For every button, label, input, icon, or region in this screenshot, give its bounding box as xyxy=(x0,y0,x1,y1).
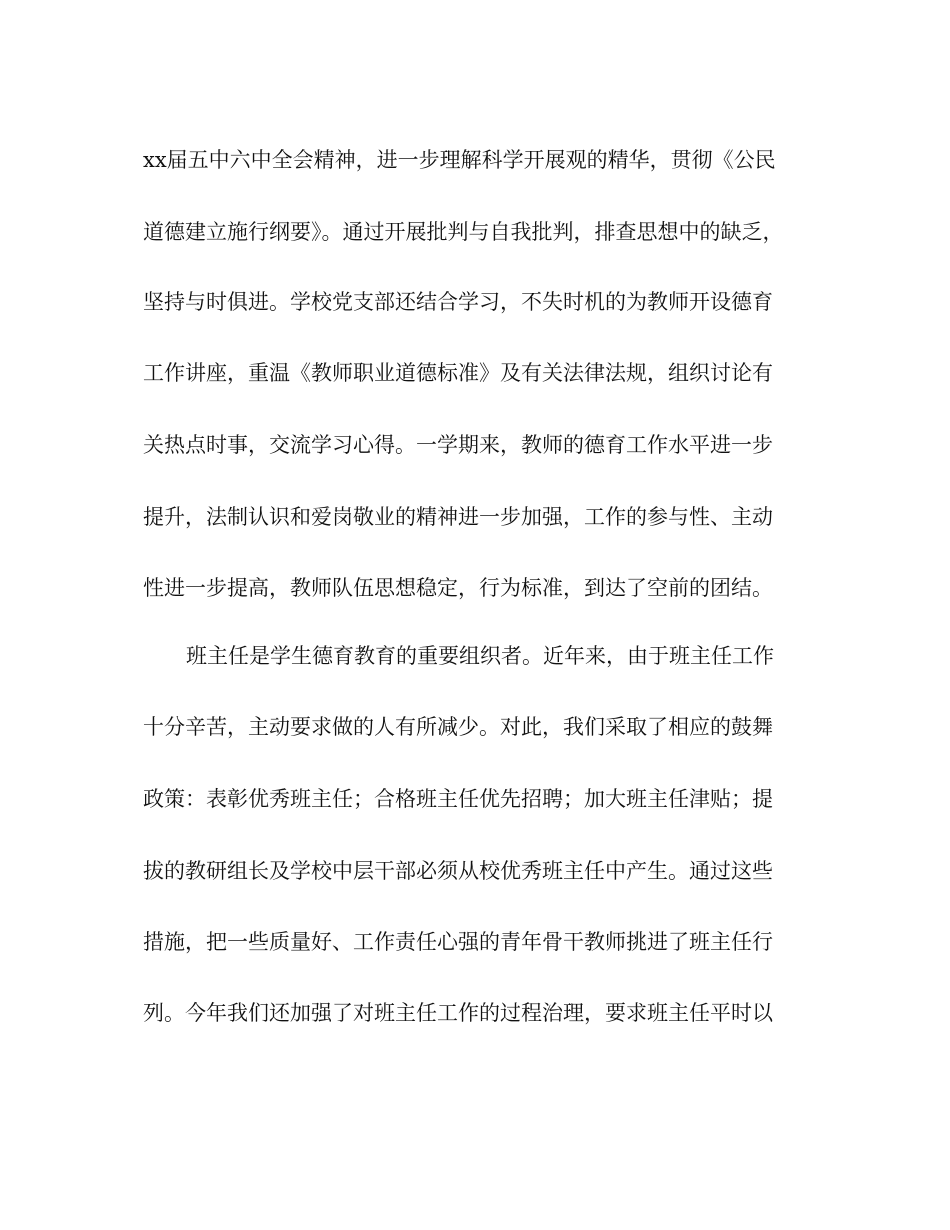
text-line: 措施，把一些质量好、工作责任心强的青年骨干教师挑进了班主任行 xyxy=(143,930,773,954)
text-line: 工作讲座，重温《教师职业道德标准》及有关法律法规，组织讨论有 xyxy=(143,361,773,385)
text-line: 道德建立施行纲要》。通过开展批判与自我批判，排查思想中的缺乏， xyxy=(143,220,784,244)
text-line: xx届五中六中全会精神，进一步理解科学开展观的精华，贯彻《公民 xyxy=(143,148,776,172)
text-line: 拔的教研组长及学校中层干部必须从校优秀班主任中产生。通过这些 xyxy=(143,859,773,883)
text-line: 坚持与时俱进。学校党支部还结合学习，不失时机的为教师开设德育 xyxy=(143,290,773,314)
text-line: 性进一步提高，教师队伍思想稳定，行为标准，到达了空前的团结。 xyxy=(143,576,773,600)
text-line: 提升，法制认识和爱岗敬业的精神进一步加强，工作的参与性、主动 xyxy=(143,505,773,529)
text-line: 政策：表彰优秀班主任；合格班主任优先招聘；加大班主任津贴；提 xyxy=(143,787,773,811)
paragraph-first-line: 班主任是学生德育教育的重要组织者。近年来，由于班主任工作 xyxy=(186,644,774,668)
text-line: 十分辛苦，主动要求做的人有所减少。对此，我们采取了相应的鼓舞 xyxy=(143,715,773,739)
text-line: 关热点时事，交流学习心得。一学期来，教师的德育工作水平进一步 xyxy=(143,433,773,457)
text-line: 列。今年我们还加强了对班主任工作的过程治理，要求班主任平时以 xyxy=(143,1001,773,1025)
